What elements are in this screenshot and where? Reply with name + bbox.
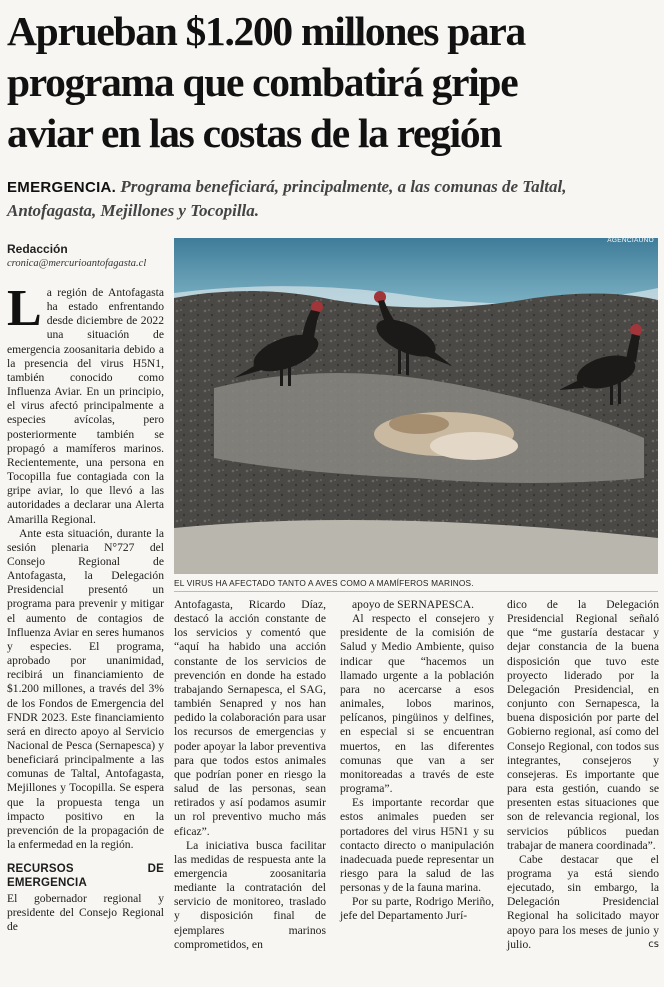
column-4	[507, 598, 659, 952]
dropcap: L	[7, 280, 42, 337]
column-3	[340, 598, 494, 924]
photo-credit: AGENCIAUNO	[607, 238, 654, 244]
byline-email[interactable]: cronica@mercurioantofagasta.cl	[7, 258, 147, 269]
paragraph-4-cont: apoyo de SERNAPESCA.	[352, 598, 475, 611]
end-mark: cs	[648, 938, 659, 950]
article-photo	[174, 238, 658, 574]
paragraph-1	[7, 280, 164, 527]
paragraph-8	[507, 853, 659, 952]
paragraph-5: Al respecto el consejero y presidente de la comisión de Salud y Medio Ambiente, quiso indicar que “hacemos un llamado urgente a la población para no acercarse a esos animales, lobos marinos, pelícanos, pingüinos y delfines, en especial si se encuentran muertos, en las diferentes comunas que van a ser monitoreadas a través de este programa”.	[340, 612, 494, 796]
paragraph-3-cont: Antofagasta, Ricardo Díaz, destacó la acción constante de los servicios y comentó que “aquí ha habido una acción constante de los servicios de prevención en donde ha estado trabajando Sernapesca, el SAG, también Senapred y nos han pedido la colaboración para usar los recursos de emergencias y poder apoyar la labor preventiva para que todos estos animales que podrían poner en riesgo la salud de las personas, sean retirados y así podamos asumir un rol preventivo mucho más eficaz”.	[174, 598, 326, 838]
column-2	[174, 598, 326, 952]
headline-line-3: aviar en las costas de la región	[7, 110, 502, 156]
photo-caption: EL VIRUS HA AFECTADO TANTO A AVES COMO A MAMÍFEROS MARINOS.	[174, 578, 474, 588]
paragraph-7: Por su parte, Rodrigo Meriño, jefe del Departamento Jurí-	[340, 895, 494, 923]
paragraph-2: Ante esta situación, durante la sesión plenaria N°727 del Consejo Regional de Antofagasta, la Delegación Presidencial presentó un programa para prevenir y mitigar el aumento de contagios de Influenza Aviar en seres humanos y especies. El programa, aprobado por unanimidad, recibirá un financiamiento de $1.200 millones, a través del 3% de los Fondos de Emergencia del FNDR 2023. Este financiamiento será en directo apoyo al Servicio Nacional de Pesca (Sernapesca) y beneficiará principalmente a las comunas de Taltal, Antofagasta, Mejillones y Tocopilla. Se espera que la propuesta tenga un impacto positivo en la prevención de la propagación de la enfermedad en la región.	[7, 526, 164, 852]
headline	[7, 6, 659, 159]
column-1	[7, 280, 164, 934]
lead-paragraph	[7, 175, 657, 222]
paragraph-3-start: El gobernador regional y presidente del Consejo Regional de	[7, 891, 164, 933]
caption-divider	[174, 591, 658, 592]
subhead: RECURSOS DE EMERGENCIA	[7, 863, 164, 890]
headline-line-2: programa que combatirá gripe	[7, 59, 518, 105]
kicker: EMERGENCIA.	[7, 179, 117, 196]
paragraph-1-text: a región de Antofagasta ha estado enfrentando desde diciembre de 2022 una situación de emergencia zoosanitaria debido a la presencia del virus H5N1, también conocido como Influenza Aviar. En un principio, el virus afectó principalmente a especies avícolas, pero posteriormente también se propagó a mamíferos marinos. Recientemente, una persona en Tocopilla fue contagiada con la gripe aviar, lo que llevó a las autoridades a declarar una Alerta Amarilla Regional.	[7, 286, 164, 526]
photo-illustration	[174, 238, 658, 574]
paragraph-6: Es importante recordar que estos animales pueden ser portadores del virus H5N1 y su contacto directo o manipulación inadecuada puede representar un riesgo para la salud de las personas y de la fauna marina.	[340, 796, 494, 895]
byline	[7, 242, 167, 269]
paragraph-8-text: Cabe destacar que el programa ya está siendo ejecutado, sin embargo, la Delegación Presidencial Regional ha solicitado mayor apoyo para los meses de junio y julio.	[507, 852, 659, 951]
paragraph-4: La iniciativa busca facilitar las medidas de respuesta ante la emergencia zoosanitaria mediante la contratación del servicio de monitoreo, traslado y disposición final de ejemplares marinos comprometidos, en	[174, 838, 326, 951]
paragraph-7-cont: dico de la Delegación Presidencial Regional señaló que “me gustaría destacar y dejar constancia de la buena disposición que tuvo este proyecto liderado por la Delegación Presidencial, en conjunto con Sernapesca, la buena disposición por parte del Gobierno regional, así como del Consejo Regional, con todos sus integrantes, consejeros y consejeras. Es importante que para esta gestión, cuando se presenten estas situaciones que son de relevancia regional, los servicios públicos puedan trabajar de manera coordinada”.	[507, 598, 659, 852]
byline-author: Redacción	[7, 242, 68, 256]
headline-line-1: Aprueban $1.200 millones para	[7, 8, 525, 54]
lead-text: Programa beneficiará, principalmente, a las comunas de Taltal, Antofagasta, Mejillones y Tocopilla.	[7, 177, 567, 220]
